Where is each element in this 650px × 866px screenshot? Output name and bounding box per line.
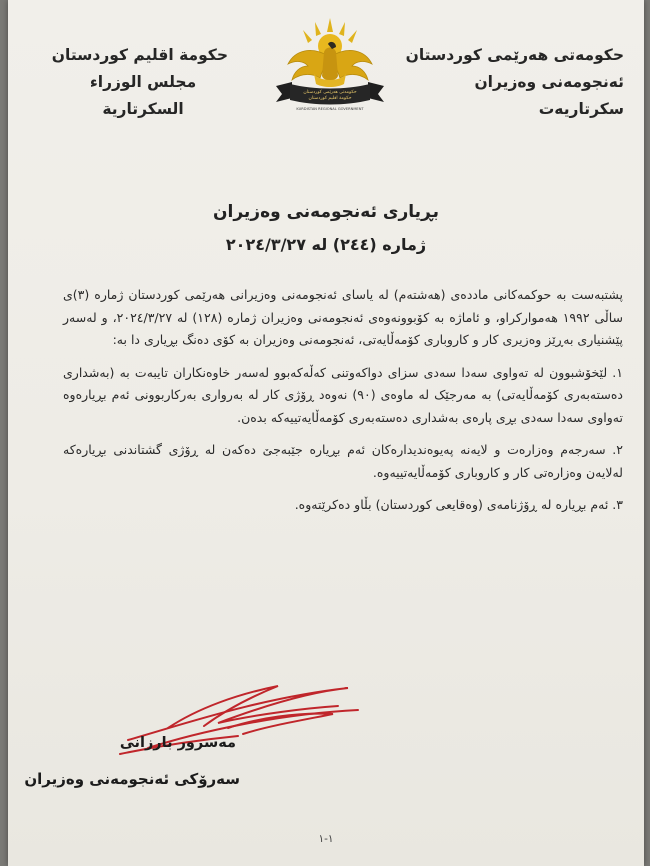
decision-item-2: ٢. سەرجەم وەزارەت و لایەنە پەیوەندیدارەکان ئەم بڕیارە جێبەجێ دەکەن لە ڕۆژی گشتاندنی بڕیارەکە لەلایەن وەزارەتی کار و کاروباری کۆمەڵایەتییەوە. [63,442,623,480]
header-arabic-line-1: حكومة اقليم كوردستان [51,46,228,64]
decision-body [63,284,623,527]
header-kurdish [406,42,624,123]
emblem-text-english: KURDISTAN REGIONAL GOVERNMENT [296,107,364,111]
header-kurdish-line-2: ئەنجومەنی وەزیران [474,73,624,91]
header-arabic-line-3: السكرتارية [102,100,184,118]
document-page [8,0,644,866]
page-number: ١-١ [318,833,334,845]
emblem-text-kurdish: حكومەتی هەرێمی كوردستان [303,90,357,95]
decision-number: ژمارە (٢٤٤) لە ٢٠٢٤/٣/٢٧ [225,235,427,254]
decision-item-3: ٣. ئەم بڕیارە لە ڕۆژنامەی (وەقایعی کوردستان) بڵاو دەکرێتەوە. [294,497,623,512]
intro-paragraph: پشتبەست بە حوکمەکانی ماددەی (هەشتەم) لە یاسای ئەنجومەنی وەزیرانی هەرێمی کوردستان ژمارە (٣)ی ساڵی ١٩٩٢ هەموارکراو، و ئاماژە بە کۆبوونەوەی ئەنجومەنی وەزیران ژمارە (١٢٨) لە ٢٠٢٤/٣/٢٧، و لەسەر پێشنیاری بەڕێز وەزیری کار و کاروباری کۆمەڵایەتی، ئەنجومەنی وەزیران بە کۆی دەنگ بڕیاری دا بە: [63,287,624,347]
decision-title: بڕیاری ئەنجومەنی وەزیران [212,202,440,222]
header-arabic-line-2: مجلس الوزراء [89,73,197,91]
header-arabic [51,42,228,123]
decision-item-1: ١. لێخۆشبوون لە تەواوی سەدا سەدی سزای دواکەوتنی کەڵەکەبوو لەسەر خاوەنکاران تایبەت بە (بەشداری دەستەبەری کۆمەڵایەتی) بە مەرجێک لە ماوەی (٩٠) نەوەد ڕۆژی کار لە بەرواری بەرکاربوونی ئەم بڕیارەوە تەواوی سەدا سەدی بڕی پارەی بەشداری دەستەبەری کۆمەڵایەتییەکە بدەن. [63,364,623,425]
krg-emblem-icon [270,16,390,116]
header-kurdish-line-1: حکومەتی هەرێمی کوردستان [405,46,624,64]
header-kurdish-line-3: سکرتاریەت [538,100,624,118]
signatory-title: سەرۆکی ئەنجومەنی وەزیران [24,770,240,788]
emblem-text-arabic: حكومة اقليم كوردستان [308,96,352,101]
signatory-name: مەسرور بارزانی [119,735,236,751]
